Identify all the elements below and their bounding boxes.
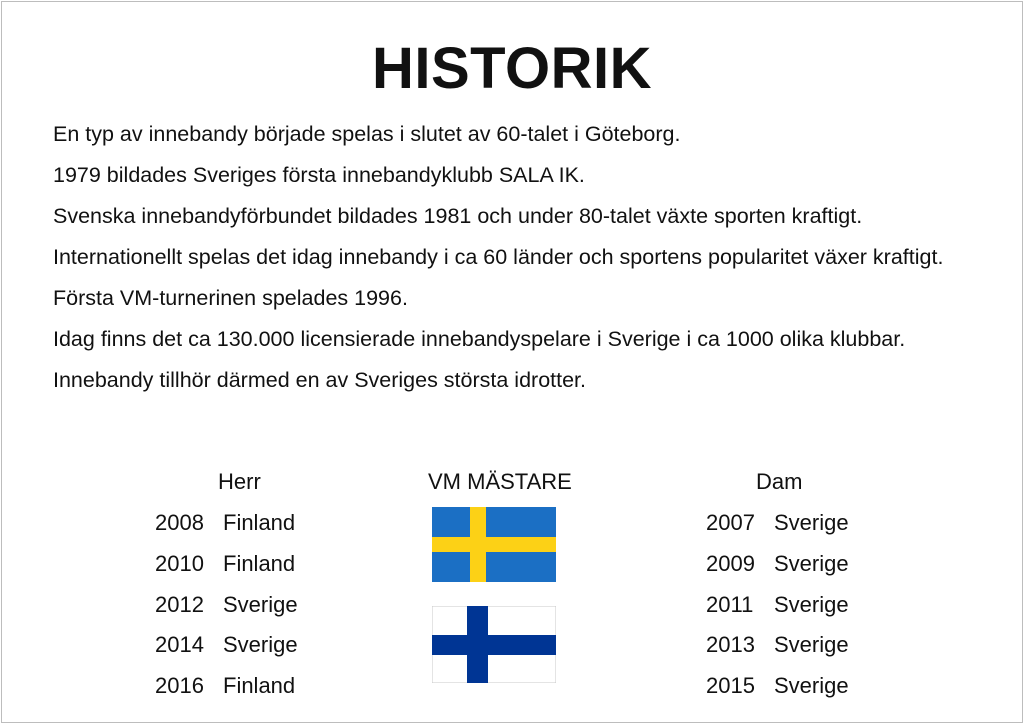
country: Sverige [223,592,298,617]
paragraph: Innebandy tillhör därmed en av Sveriges största idrotter. [53,368,587,392]
paragraph: 1979 bildades Sveriges första innebandyklubb SALA IK. [53,163,585,187]
finland-flag-icon [432,606,556,683]
country: Sverige [223,632,298,657]
country: Finland [223,510,296,535]
list-item [706,631,849,659]
heading-women: Dam [756,469,803,494]
year: 2013 [706,632,755,657]
heading-world-champions: VM MÄSTARE [428,469,572,494]
list-item [155,550,295,578]
country: Finland [223,673,296,698]
year: 2014 [155,632,204,657]
paragraph: En typ av innebandy började spelas i slutet av 60-talet i Göteborg. [53,122,681,146]
year: 2007 [706,510,755,535]
slide [1,1,1023,723]
sweden-flag-icon [432,507,556,582]
year: 2016 [155,673,204,698]
list-item [155,591,298,619]
year: 2011 [706,592,754,617]
country: Sverige [774,551,849,576]
list-item [155,509,295,537]
paragraph: Internationellt spelas det idag innebandy i ca 60 länder och sportens popularitet växer kraftigt. [53,245,944,269]
list-item [155,631,298,659]
list-item [706,672,849,700]
list-item [155,672,295,700]
country: Sverige [774,632,849,657]
page-title: HISTORIK [371,36,653,101]
country: Sverige [774,673,849,698]
country: Sverige [774,592,849,617]
year: 2009 [706,551,755,576]
year: 2012 [155,592,204,617]
paragraph: Svenska innebandyförbundet bildades 1981 och under 80-talet växte sporten kraftigt. [53,204,863,228]
heading-men: Herr [218,469,261,494]
paragraph: Första VM-turnerinen spelades 1996. [53,286,408,310]
list-item [706,550,849,578]
list-item [706,509,849,537]
country: Sverige [774,510,849,535]
paragraph: Idag finns det ca 130.000 licensierade innebandyspelare i Sverige i ca 1000 olika klubbar. [53,327,906,351]
year: 2008 [155,510,204,535]
list-item [706,591,849,619]
year: 2015 [706,673,755,698]
country: Finland [223,551,296,576]
history-text [53,118,993,405]
year: 2010 [155,551,204,576]
